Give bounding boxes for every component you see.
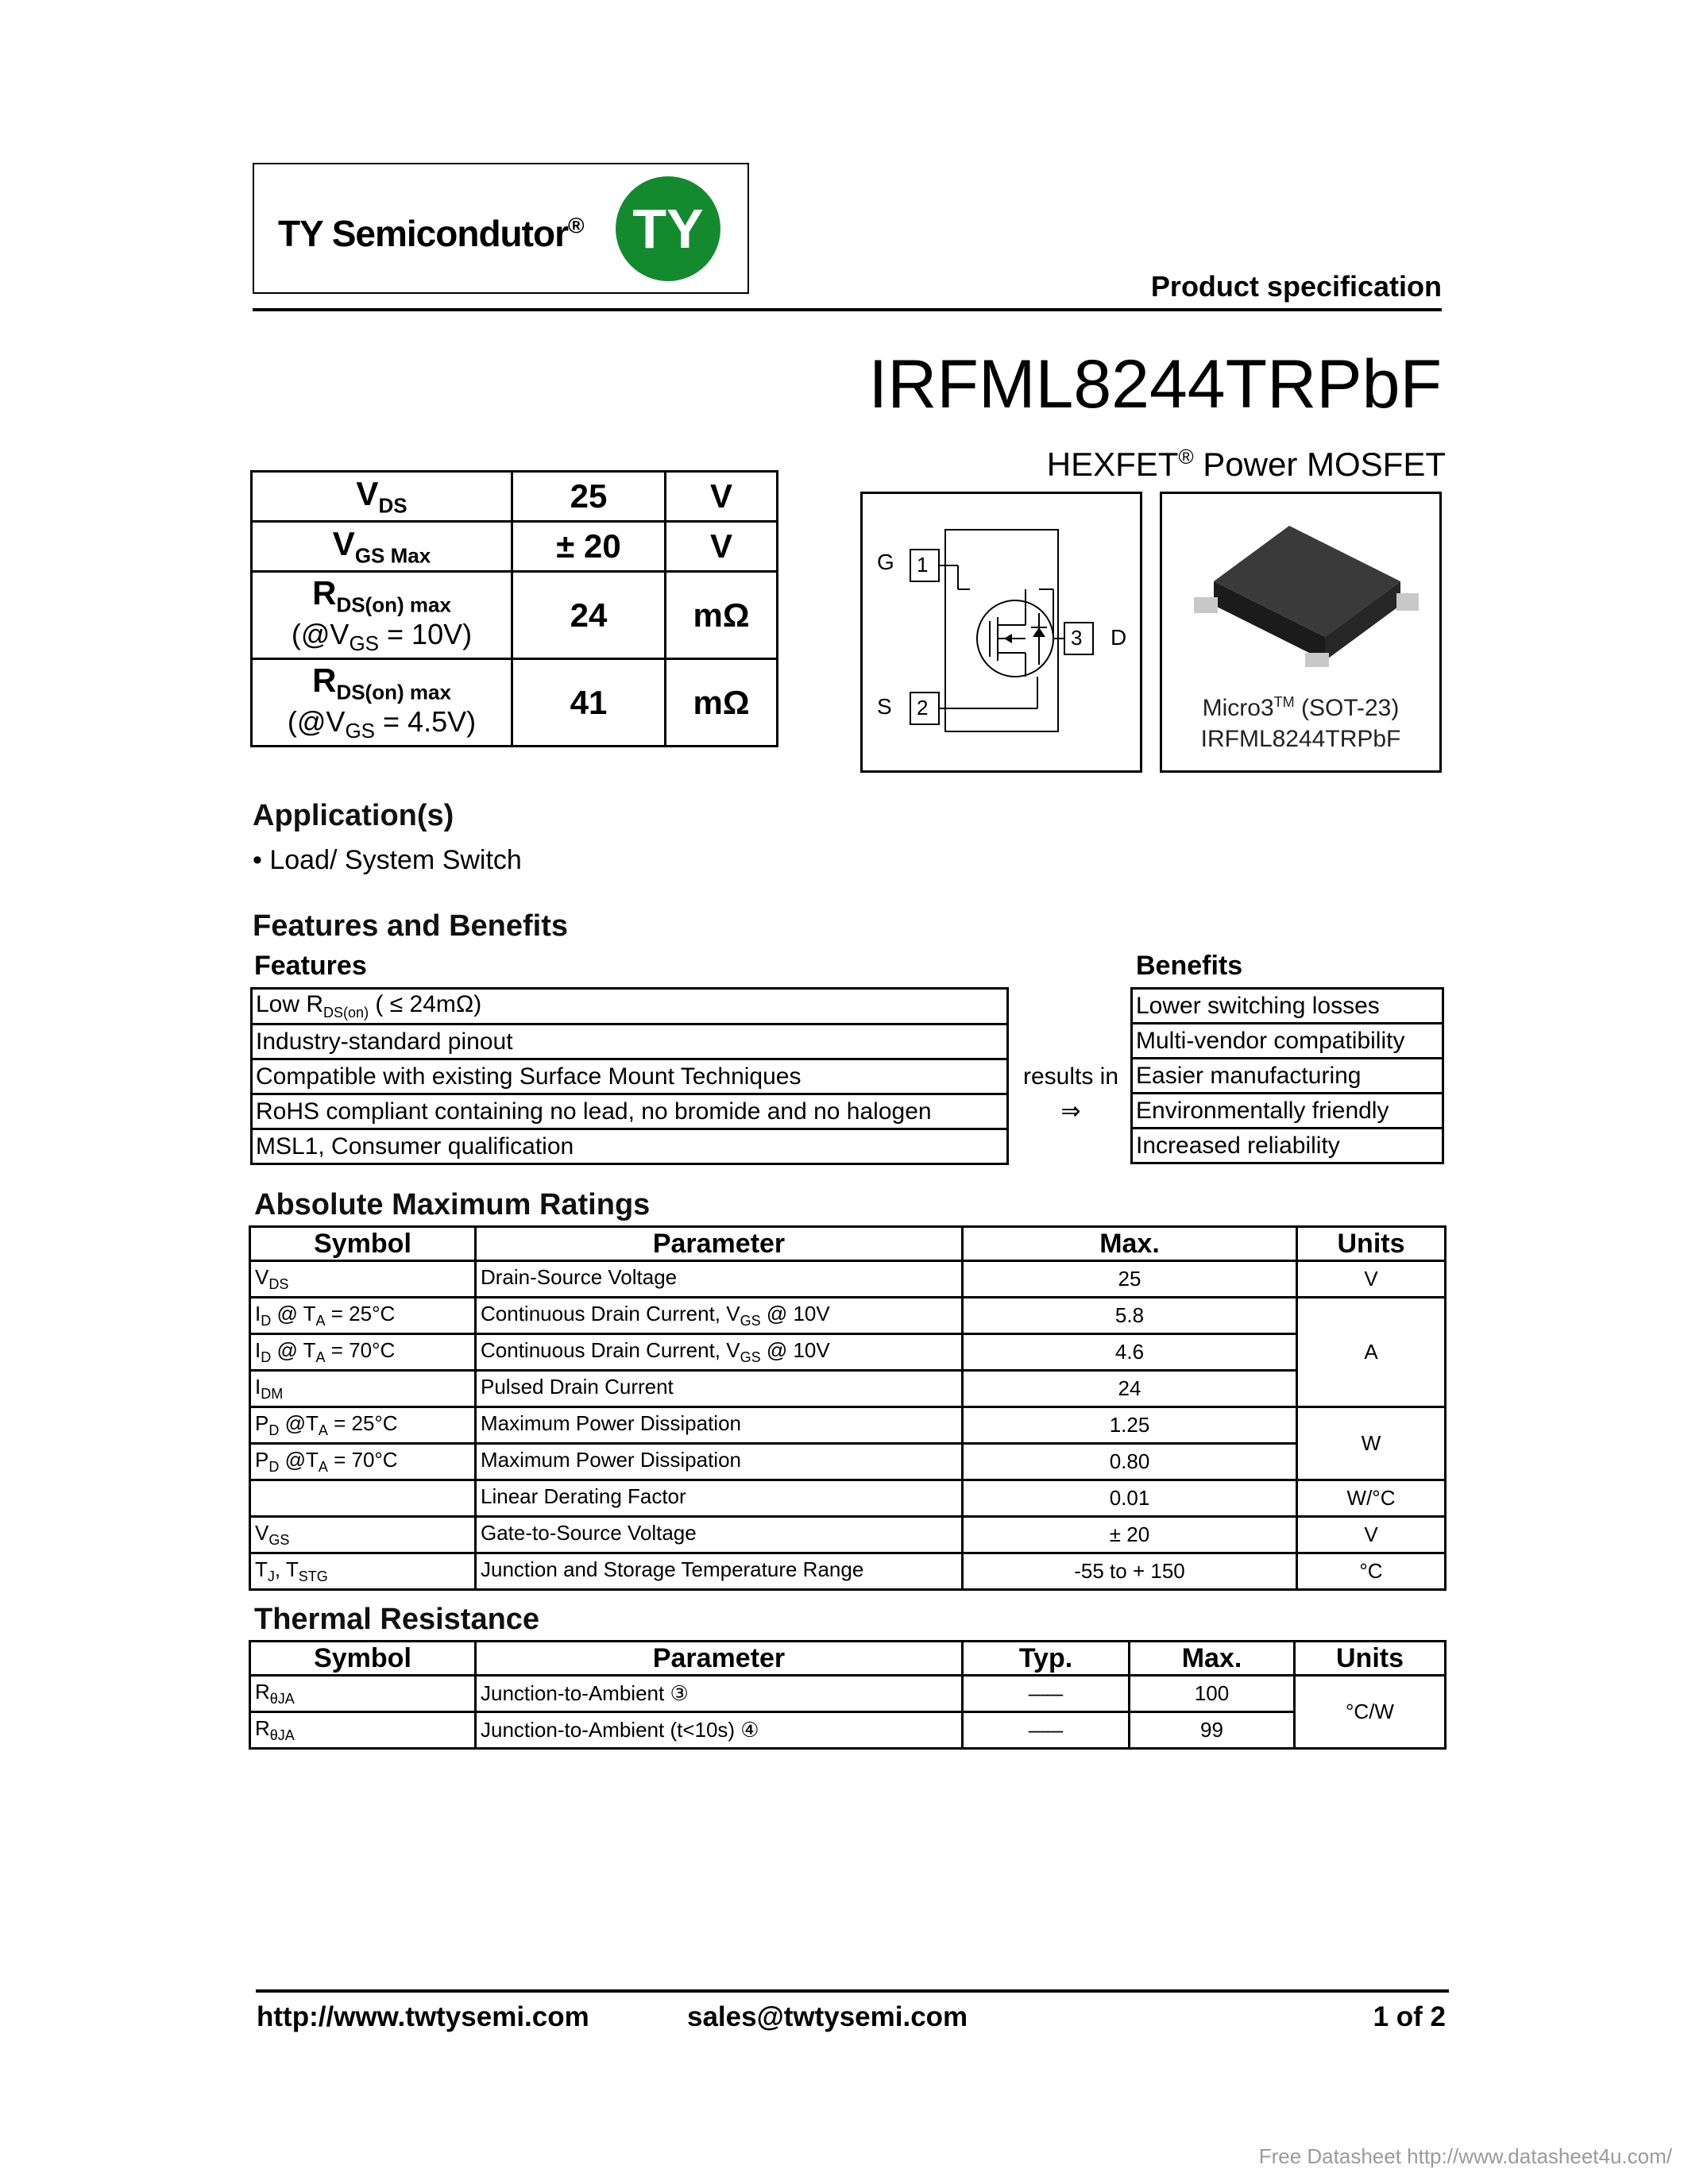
application-item: • Load/ System Switch xyxy=(253,845,522,875)
thermal-parameter: Junction-to-Ambient ③ xyxy=(476,1676,963,1712)
spec-unit: mΩ xyxy=(666,659,778,747)
package-image xyxy=(1160,492,1442,773)
results-in-text: results in xyxy=(1022,1063,1119,1090)
abs-max-parameter: Continuous Drain Current, $V_{GS}$ @ 10V xyxy=(476,1334,963,1371)
logo-text: TY Semicondutor® xyxy=(278,213,584,254)
abs-max-parameter: Gate-to-Source Voltage xyxy=(476,1517,963,1553)
col-header: Parameter xyxy=(476,1227,963,1261)
abs-max-row xyxy=(250,1444,1446,1480)
spec-unit: V xyxy=(666,472,778,522)
benefit-item: Multi-vendor compatibility xyxy=(1132,1024,1443,1059)
spec-value: ± 20 xyxy=(512,522,666,572)
package-name: Micro3™ (SOT-23) xyxy=(1202,694,1400,721)
abs-max-unit: W xyxy=(1297,1407,1446,1480)
abs-max-parameter: Linear Derating Factor xyxy=(476,1480,963,1517)
thermal-parameter: Junction-to-Ambient (t<10s) ④ xyxy=(476,1712,963,1749)
thermal-symbol: $R_{\theta JA}$ xyxy=(250,1676,476,1712)
abs-max-parameter: Maximum Power Dissipation xyxy=(476,1407,963,1444)
key-specs-table xyxy=(250,470,778,747)
benefit-item: Environmentally friendly xyxy=(1132,1094,1443,1129)
abs-max-value: 1.25 xyxy=(963,1407,1297,1444)
mosfet-symbol-icon xyxy=(863,494,1140,770)
thermal-title: Thermal Resistance xyxy=(254,1603,540,1636)
feature-item: RoHS compliant containing no lead, no bromide and no halogen xyxy=(252,1094,1008,1129)
footer-rule xyxy=(256,1989,1449,1993)
abs-max-parameter: Continuous Drain Current, $V_{GS}$ @ 10V xyxy=(476,1298,963,1334)
abs-max-parameter: Junction and Storage Temperature Range xyxy=(476,1553,963,1590)
abs-max-value: 5.8 xyxy=(963,1298,1297,1334)
abs-max-symbol: $P_D$ $@T_A = 25^\circ C$ xyxy=(250,1407,476,1444)
thermal-table xyxy=(249,1640,1447,1750)
abs-max-symbol: $V_{GS}$ xyxy=(250,1517,476,1553)
logo-mark: TY xyxy=(616,176,720,281)
spec-symbol: $R_{DS(on) max}$ $(@V_{GS} = 4.5V)$ xyxy=(252,659,512,747)
product-spec-label: Product specification xyxy=(1150,270,1442,303)
abs-max-symbol xyxy=(250,1480,476,1517)
col-header: Symbol xyxy=(250,1642,476,1676)
abs-max-row xyxy=(250,1407,1446,1444)
abs-max-parameter: Pulsed Drain Current xyxy=(476,1371,963,1407)
abs-max-value: ± 20 xyxy=(963,1517,1297,1553)
abs-max-unit: A xyxy=(1297,1298,1446,1407)
abs-max-unit: V xyxy=(1297,1517,1446,1553)
thermal-symbol: $R_{\theta JA}$ xyxy=(250,1712,476,1749)
features-header: Features xyxy=(254,951,367,981)
spec-value: 41 xyxy=(512,659,666,747)
abs-max-row xyxy=(250,1261,1446,1298)
col-header: Typ. xyxy=(963,1642,1130,1676)
benefit-item: Easier manufacturing xyxy=(1132,1059,1443,1094)
abs-max-value: 25 xyxy=(963,1261,1297,1298)
col-header: Max. xyxy=(1130,1642,1295,1676)
watermark-text: Free Datasheet http://www.datasheet4u.com/ xyxy=(1258,2144,1672,2168)
pin-g-label: G xyxy=(877,550,894,574)
pin-s-label: S xyxy=(877,694,892,719)
abs-max-row xyxy=(250,1298,1446,1334)
col-header: Units xyxy=(1297,1227,1446,1261)
thermal-typ: ––– xyxy=(963,1712,1130,1749)
email-link[interactable]: sales@twtysemi.com xyxy=(687,2001,968,2032)
abs-max-value: 24 xyxy=(963,1371,1297,1407)
thermal-unit: °C/W xyxy=(1295,1676,1446,1749)
abs-max-value: 0.80 xyxy=(963,1444,1297,1480)
abs-max-title: Absolute Maximum Ratings xyxy=(254,1188,651,1221)
feature-item: Low $R_{DS(on)}$ ( ≤ 24mΩ) xyxy=(252,989,1008,1024)
spec-value: 25 xyxy=(512,472,666,522)
spec-symbol: $R_{DS(on) max}$ $(@V_{GS} = 10V)$ xyxy=(252,572,512,659)
abs-max-unit: W/°C xyxy=(1297,1480,1446,1517)
col-header: Max. xyxy=(963,1227,1297,1261)
pin-1-number: 1 xyxy=(917,553,929,577)
abs-max-row xyxy=(250,1371,1446,1407)
thermal-typ: ––– xyxy=(963,1676,1130,1712)
abs-max-symbol: $I_D$ @ $T_A = 70^\circ C$ xyxy=(250,1334,476,1371)
abs-max-unit: V xyxy=(1297,1261,1446,1298)
abs-max-value: -55 to + 150 xyxy=(963,1553,1297,1590)
col-header: Units xyxy=(1295,1642,1446,1676)
col-header: Symbol xyxy=(250,1227,476,1261)
abs-max-value: 4.6 xyxy=(963,1334,1297,1371)
abs-max-value: 0.01 xyxy=(963,1480,1297,1517)
abs-max-parameter: Maximum Power Dissipation xyxy=(476,1444,963,1480)
pin-2-number: 2 xyxy=(917,696,929,720)
feature-item: Compatible with existing Surface Mount Techniques xyxy=(252,1059,1008,1094)
abs-max-symbol: $T_J$, $T_{STG}$ xyxy=(250,1553,476,1590)
feature-item: MSL1, Consumer qualification xyxy=(252,1129,1008,1164)
page-number: 1 of 2 xyxy=(1373,2001,1446,2032)
col-header: Parameter xyxy=(476,1642,963,1676)
abs-max-row xyxy=(250,1334,1446,1371)
abs-max-parameter: Drain-Source Voltage xyxy=(476,1261,963,1298)
benefits-header: Benefits xyxy=(1136,951,1243,981)
company-logo xyxy=(253,163,749,294)
sot23-package-icon xyxy=(1162,494,1439,700)
spec-symbol: $V_{DS}$ xyxy=(252,472,512,522)
spec-value: 24 xyxy=(512,572,666,659)
abs-max-symbol: $I_D$ @ $T_A = 25^\circ C$ xyxy=(250,1298,476,1334)
abs-max-unit: °C xyxy=(1297,1553,1446,1590)
thermal-max: 99 xyxy=(1130,1712,1295,1749)
abs-max-row xyxy=(250,1480,1446,1517)
website-link[interactable]: http://www.twtysemi.com xyxy=(257,2001,589,2032)
arrow-icon: ⇒ xyxy=(1060,1098,1081,1125)
pin-3-number: 3 xyxy=(1071,626,1083,650)
benefit-item: Increased reliability xyxy=(1132,1129,1443,1163)
spec-unit: mΩ xyxy=(666,572,778,659)
results-in-connector xyxy=(1011,1059,1130,1129)
abs-max-row xyxy=(250,1517,1446,1553)
abs-max-table xyxy=(249,1225,1447,1591)
features-table xyxy=(250,987,1009,1165)
pinout-diagram xyxy=(860,492,1142,773)
benefits-table xyxy=(1130,987,1444,1164)
applications-title: Application(s) xyxy=(253,799,454,832)
pin-d-label: D xyxy=(1111,625,1127,650)
abs-max-symbol: $P_D$ $@T_A = 70^\circ C$ xyxy=(250,1444,476,1480)
header-rule xyxy=(253,308,1442,311)
device-subtitle: HEXFET® Power MOSFET xyxy=(1046,445,1446,483)
abs-max-row xyxy=(250,1553,1446,1590)
thermal-max: 100 xyxy=(1130,1676,1295,1712)
abs-max-symbol: $I_{DM}$ xyxy=(250,1371,476,1407)
features-benefits-title: Features and Benefits xyxy=(253,909,568,943)
abs-max-symbol: $V_{DS}$ xyxy=(250,1261,476,1298)
feature-item: Industry-standard pinout xyxy=(252,1024,1008,1059)
part-number-title: IRFML8244TRPbF xyxy=(868,346,1442,423)
spec-symbol: $V_{GS Max}$ xyxy=(252,522,512,572)
spec-unit: V xyxy=(666,522,778,572)
benefit-item: Lower switching losses xyxy=(1132,989,1443,1024)
package-part: IRFML8244TRPbF xyxy=(1200,726,1401,752)
